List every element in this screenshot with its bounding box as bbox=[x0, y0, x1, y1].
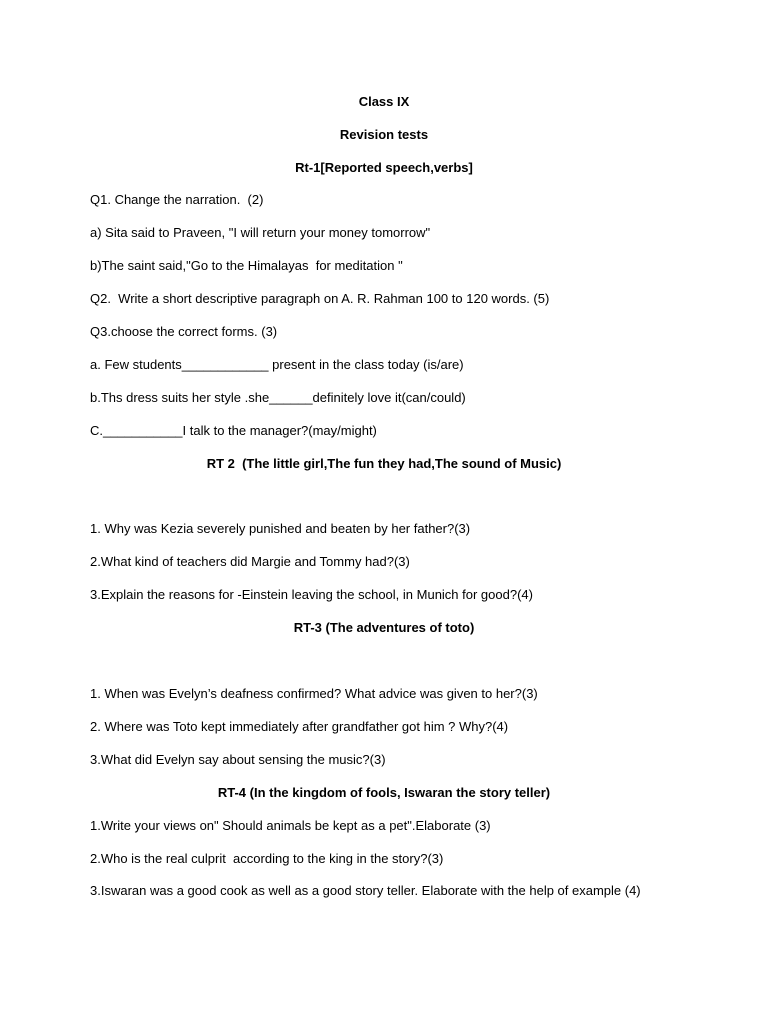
question-rt4-q1: 1.Write your views on" Should animals be kept as a pet".Elaborate (3) bbox=[90, 818, 491, 833]
document-title: Class IX bbox=[358, 94, 410, 109]
question-rt3-q2: 2. Where was Toto kept immediately after grandfather got him ? Why?(4) bbox=[90, 719, 509, 734]
question-rt2-q1: 1. Why was Kezia severely punished and beaten by her father?(3) bbox=[90, 521, 471, 536]
question-rt3-q3: 3.What did Evelyn say about sensing the music?(3) bbox=[90, 752, 386, 767]
section-heading-rt3: RT-3 (The adventures of toto) bbox=[293, 620, 475, 635]
question-rt2-q2: 2.What kind of teachers did Margie and Tommy had?(3) bbox=[90, 554, 410, 569]
question-rt1-q3a: a. Few students____________ present in the class today (is/are) bbox=[90, 357, 464, 372]
question-rt1-q1b: b)The saint said,"Go to the Himalayas for meditation " bbox=[90, 258, 403, 273]
question-rt2-q3: 3.Explain the reasons for -Einstein leaving the school, in Munich for good?(4) bbox=[90, 587, 533, 602]
question-rt1-q1: Q1. Change the narration. (2) bbox=[90, 192, 264, 207]
section-heading-rt4: RT-4 (In the kingdom of fools, Iswaran the story teller) bbox=[217, 785, 551, 800]
document-subtitle: Revision tests bbox=[339, 127, 429, 142]
question-rt1-q3c: C.___________I talk to the manager?(may/might) bbox=[90, 423, 377, 438]
question-rt1-q1a: a) Sita said to Praveen, "I will return your money tomorrow" bbox=[90, 225, 431, 240]
question-rt1-q2: Q2. Write a short descriptive paragraph on A. R. Rahman 100 to 120 words. (5) bbox=[90, 291, 550, 306]
section-heading-rt2: RT 2 (The little girl,The fun they had,The sound of Music) bbox=[206, 456, 562, 471]
question-rt4-q3: 3.Iswaran was a good cook as well as a good story teller. Elaborate with the help of example (4) bbox=[90, 883, 641, 898]
question-rt1-q3b: b.Ths dress suits her style .she______definitely love it(can/could) bbox=[90, 390, 466, 405]
question-rt4-q2: 2.Who is the real culprit according to the king in the story?(3) bbox=[90, 851, 444, 866]
section-heading-rt1: Rt-1[Reported speech,verbs] bbox=[295, 160, 473, 175]
question-rt3-q1: 1. When was Evelyn’s deafness confirmed? What advice was given to her?(3) bbox=[90, 686, 538, 701]
question-rt1-q3: Q3.choose the correct forms. (3) bbox=[90, 324, 278, 339]
